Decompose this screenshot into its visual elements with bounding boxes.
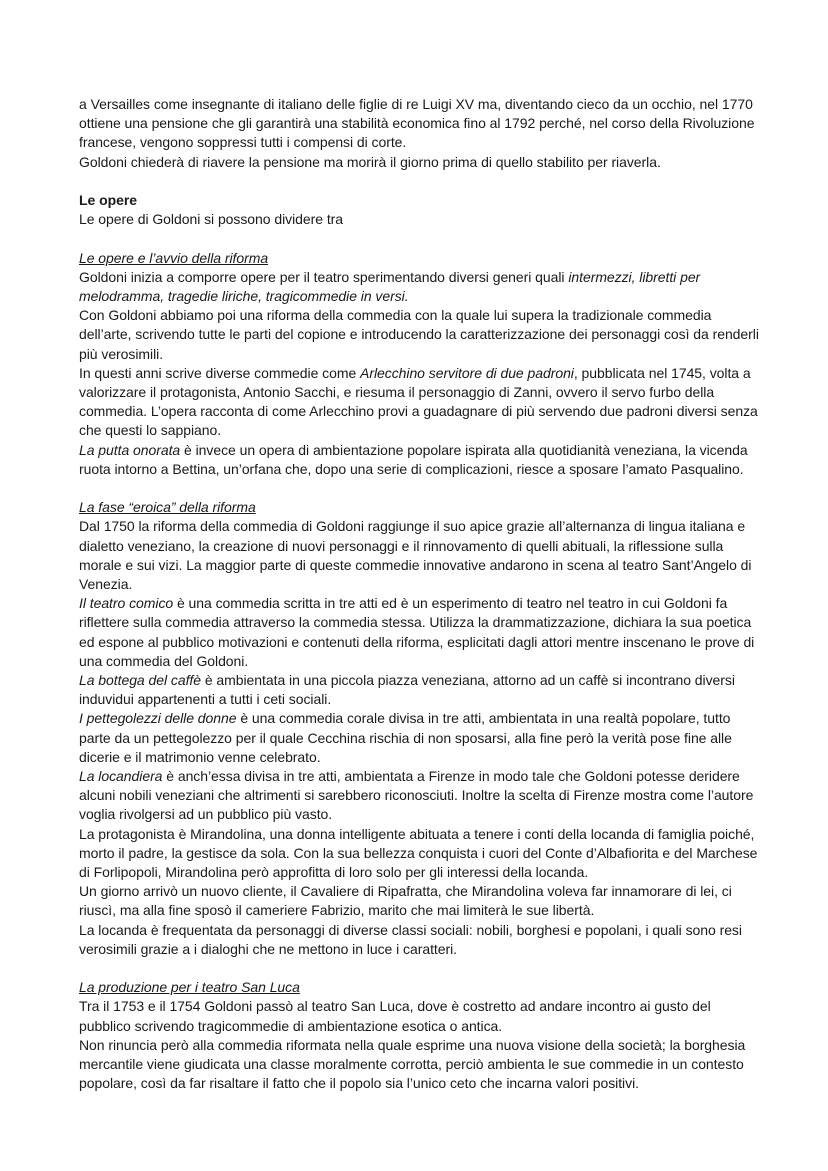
work-title: Arlecchino servitore di due padroni	[360, 364, 574, 381]
paragraph: Goldoni chiederà di riavere la pensione ma morirà il giorno prima di quello stabilito per riaverla.	[79, 153, 661, 170]
spacer	[79, 229, 759, 248]
paragraph: La bottega del caffè è ambientata in una piccola piazza veneziana, attorno ad un caffè si incontrano diversi induvidui appartenenti a tutti i ceti sociali.	[79, 672, 735, 708]
work-title: La putta onorata	[79, 441, 181, 458]
spacer	[79, 959, 759, 978]
paragraph: Non rinuncia però alla commedia riformata nella quale esprime una nuova visione della società; la borghesia mercantile viene giudicata una classe moralmente corrotta, perciò ambienta le sue commedie in un contesto popolare, così da far risaltare il fatto che il popolo sia l’unico ceto che incarna valori positivi.	[79, 1036, 746, 1092]
spacer	[79, 172, 759, 191]
paragraph: Tra il 1753 e il 1754 Goldoni passò al teatro San Luca, dove è costretto ad andare incontro ai gusto del pubblico scrivendo tragicommedie di ambientazione esotica o antica.	[79, 998, 711, 1034]
work-title: I pettegolezzi delle donne	[79, 710, 237, 727]
paragraph: Goldoni inizia a comporre opere per il teatro sperimentando diversi generi quali intermezzi, libretti per melodramma, tragedie liriche, tragicommedie in versi.	[79, 268, 701, 304]
paragraph: Con Goldoni abbiamo poi una riforma della commedia con la quale lui supera la tradizionale commedia dell’arte, scrivendo tutte le parti del copione e introducendo la caratterizzazione dei personaggi così da renderli più verosimili.	[79, 307, 759, 362]
subsection-heading: Le opere e l’avvio della riforma	[79, 249, 269, 266]
paragraph: La protagonista è Mirandolina, una donna intelligente abituata a tenere i conti della locanda di famiglia poiché, morto il padre, la gestisce da sola. Con la sua bellezza conquista i cuori del Conte d’Albafiorita e del Marchese di Forlipopoli, Mirandolina però approfitta di loro solo per gli interessi della locanda.	[79, 825, 758, 881]
paragraph: In questi anni scrive diverse commedie come Arlecchino servitore di due padroni, pubblicata nel 1745, volta a valorizzare il protagonista, Antonio Sacchi, e riesuma il personaggio di Zanni, ovvero il servo furbo della commedia. L’opera racconta di come Arlecchino provi a guadagnare di più servendo due padroni diversi senza che questi lo sappiano.	[79, 364, 758, 439]
section-title: Le opere	[79, 192, 137, 208]
paragraph: Dal 1750 la riforma della commedia di Goldoni raggiunge il suo apice grazie all’alternanza di lingua italiana e dialetto veneziano, la creazione di nuovi personaggi e il rinnovamento di quelli abituali, la riflessione sulla morale e sui vizi. La maggior parte di queste commedie innovative andarono in scena al teatro Sant’Angelo di Venezia.	[79, 518, 752, 593]
paragraph: La locandiera è anch’essa divisa in tre atti, ambientata a Firenze in modo tale che Goldoni potesse deridere alcuni nobili veneziani che altrimenti si sarebbero riconosciuti. Inoltre la scelta di Firenze mostra come l’autore voglia rivolgersi ad un pubblico più vasto.	[79, 768, 754, 823]
paragraph: I pettegolezzi delle donne è una commedia corale divisa in tre atti, ambientata in una realtà popolare, tutto parte da un pettegolezzo per il quale Cecchina rischia di non sposarsi, alla fine però la verità pose fine alle dicerie e il matrimonio venne celebrato.	[79, 710, 732, 765]
paragraph: Un giorno arrivò un nuovo cliente, il Cavaliere di Ripafratta, che Mirandolina voleva far innamorare di lei, ci riuscì, ma alla fine sposò il cameriere Fabrizio, marito che mai limiterà le sue libertà.	[79, 883, 732, 919]
paragraph: Il teatro comico è una commedia scritta in tre atti ed è un esperimento di teatro nel teatro in cui Goldoni fa riflettere sulla commedia attraverso la commedia stessa. Utilizza la drammatizzazione, dichiara la sua poetica ed espone al pubblico motivazioni e contenuti della riforma, esplicitati dagli attori mentre inscenano le prove di una commedia del Goldoni.	[79, 595, 755, 669]
paragraph: La putta onorata è invece un opera di ambientazione popolare ispirata alla quotidianità veneziana, la vicenda ruota intorno a Bettina, un’orfana che, dopo una serie di complicazioni, riesce a sposare l’amato Pasqualino.	[79, 441, 748, 477]
work-title: Il teatro comico	[79, 595, 174, 612]
work-title: La bottega del caffè	[79, 672, 201, 689]
subsection-heading: La fase “eroica” della riforma	[79, 499, 256, 516]
paragraph: Le opere di Goldoni si possono dividere tra	[79, 211, 344, 228]
spacer	[79, 479, 759, 498]
document-body	[79, 95, 759, 1094]
subsection-heading: La produzione per i teatro San Luca	[79, 979, 300, 996]
paragraph: a Versailles come insegnante di italiano delle figlie di re Luigi XV ma, diventando cieco da un occhio, nel 1770 ottiene una pensione che gli garantirà una stabilità economica fino al 1792 perché, nel corso della Rivoluzione francese, vengono soppressi tutti i compensi di corte.	[79, 96, 755, 151]
paragraph: La locanda è frequentata da personaggi di diverse classi sociali: nobili, borghesi e popolani, i quali sono resi verosimili grazie a i dialoghi che ne mettono in luce i caratteri.	[79, 921, 742, 957]
work-title: La locandiera	[79, 768, 163, 785]
